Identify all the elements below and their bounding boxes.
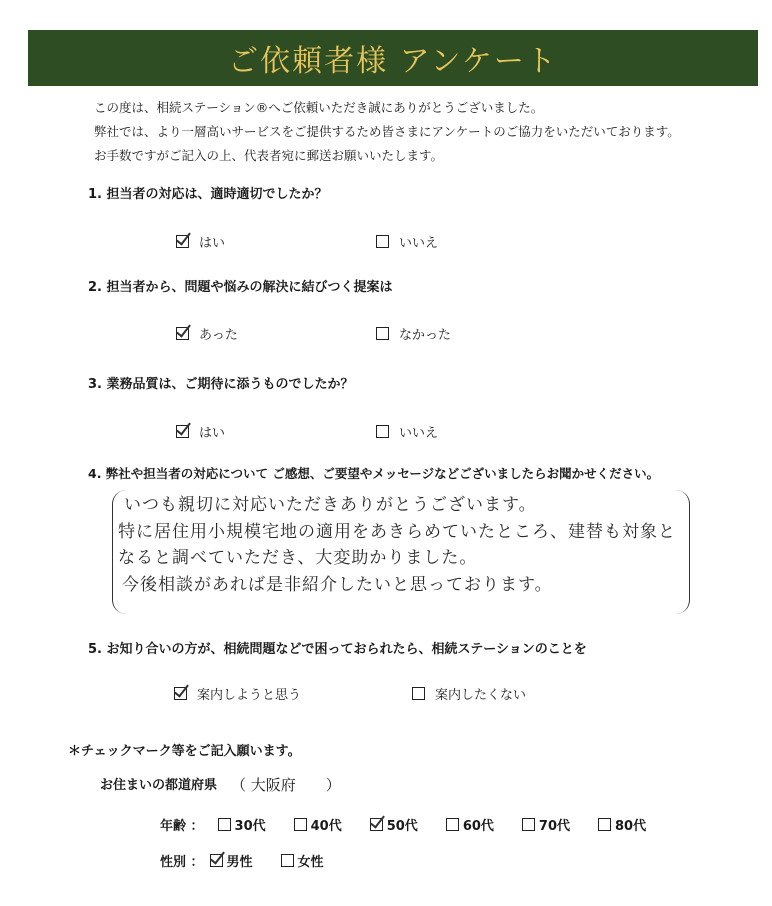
instruction-note: ＊チェックマーク等をご記入願います。: [68, 744, 301, 759]
q3-option-yes[interactable]: [176, 422, 225, 441]
option-label: あった: [199, 328, 238, 343]
q2-option-yes[interactable]: [176, 324, 238, 343]
intro-line: 弊社では、より一層高いサービスをご提供するため皆さまにアンケートのご協力をいただいております。: [94, 124, 680, 139]
checkbox-checked[interactable]: [174, 687, 187, 700]
checkbox[interactable]: [522, 818, 535, 831]
prefecture-label: お住まいの都道府県: [100, 778, 218, 793]
checkbox-checked[interactable]: [210, 854, 223, 867]
option-label: いいえ: [399, 236, 439, 251]
q1-option-no[interactable]: [376, 232, 438, 251]
question-3: 3. 業務品質は、ご期待に添うものでしたか？: [88, 377, 354, 392]
question-1: 1. 担当者の対応は、適時適切でしたか？: [88, 187, 328, 202]
option-label: 80代: [615, 819, 647, 834]
option-label: なかった: [399, 328, 452, 343]
option-label: 70代: [538, 819, 570, 834]
option-label: 女性: [297, 855, 324, 870]
age-label: 年齢 ：: [160, 819, 204, 834]
intro-line: お手数ですがご記入の上、代表者宛に郵送お願いいたします。: [94, 148, 444, 163]
checkbox-checked[interactable]: [370, 818, 383, 831]
age-option-50[interactable]: [370, 815, 418, 834]
comment-line: なると調べていただき、大変助かりました。: [118, 548, 478, 568]
comment-line: 特に居住用小規模宅地の適用をあきらめていたところ、建替も対象と: [118, 522, 676, 542]
comment-line: 今後相談があれば是非紹介したいと思っております。: [122, 575, 553, 595]
checkbox[interactable]: [218, 818, 231, 831]
q3-option-no[interactable]: [376, 422, 438, 441]
intro-text: [94, 96, 680, 168]
gender-option-male[interactable]: [210, 851, 253, 870]
gender-row: [160, 851, 324, 870]
checkbox[interactable]: [281, 854, 294, 867]
checkbox-checked[interactable]: [176, 327, 189, 340]
gender-option-female[interactable]: [281, 851, 324, 870]
prefecture-value[interactable]: （ 大阪府 ）: [231, 776, 341, 794]
checkbox[interactable]: [294, 818, 307, 831]
checkbox[interactable]: [412, 687, 425, 700]
checkbox[interactable]: [376, 327, 389, 340]
checkbox[interactable]: [446, 818, 459, 831]
checkbox[interactable]: [598, 818, 611, 831]
option-label: 40代: [310, 819, 342, 834]
option-label: 男性: [226, 855, 253, 870]
option-label: 30代: [234, 819, 266, 834]
q2-option-no[interactable]: [376, 324, 451, 343]
question-2: 2. 担当者から、問題や悩みの解決に結びつく提案は: [88, 280, 393, 295]
age-row: [160, 815, 646, 834]
option-label: 案内しようと思う: [197, 688, 302, 703]
page-title: ご依頼者様 アンケート: [228, 44, 558, 79]
age-option-60[interactable]: [446, 815, 494, 834]
option-label: はい: [199, 426, 226, 441]
option-label: いいえ: [399, 426, 439, 441]
checkbox[interactable]: [376, 425, 389, 438]
prefecture-row: [100, 774, 341, 795]
option-label: 50代: [386, 819, 418, 834]
question-4: 4. 弊社や担当者の対応について ご感想、ご要望やメッセージなどございましたらお聞かせください。: [88, 466, 660, 481]
intro-line: この度は、相続ステーション®へご依頼いただき誠にありがとうございました。: [94, 100, 544, 115]
checkbox-checked[interactable]: [176, 425, 189, 438]
title-banner: [28, 30, 758, 86]
comment-line: いつも親切に対応いただきありがとうございます。: [124, 495, 537, 515]
q1-option-yes[interactable]: [176, 232, 225, 251]
q5-option-no[interactable]: [412, 684, 526, 703]
age-option-80[interactable]: [598, 815, 646, 834]
gender-label: 性別 ：: [160, 855, 204, 870]
age-option-70[interactable]: [522, 815, 570, 834]
option-label: はい: [199, 236, 226, 251]
option-label: 案内したくない: [435, 688, 527, 703]
checkbox[interactable]: [376, 235, 389, 248]
option-label: 60代: [462, 819, 494, 834]
q5-option-yes[interactable]: [174, 684, 301, 703]
checkbox-checked[interactable]: [176, 235, 189, 248]
age-option-30[interactable]: [218, 815, 266, 834]
question-5: 5. お知り合いの方が、相続問題などで困っておられたら、相続ステーションのことを: [88, 642, 587, 657]
age-option-40[interactable]: [294, 815, 342, 834]
